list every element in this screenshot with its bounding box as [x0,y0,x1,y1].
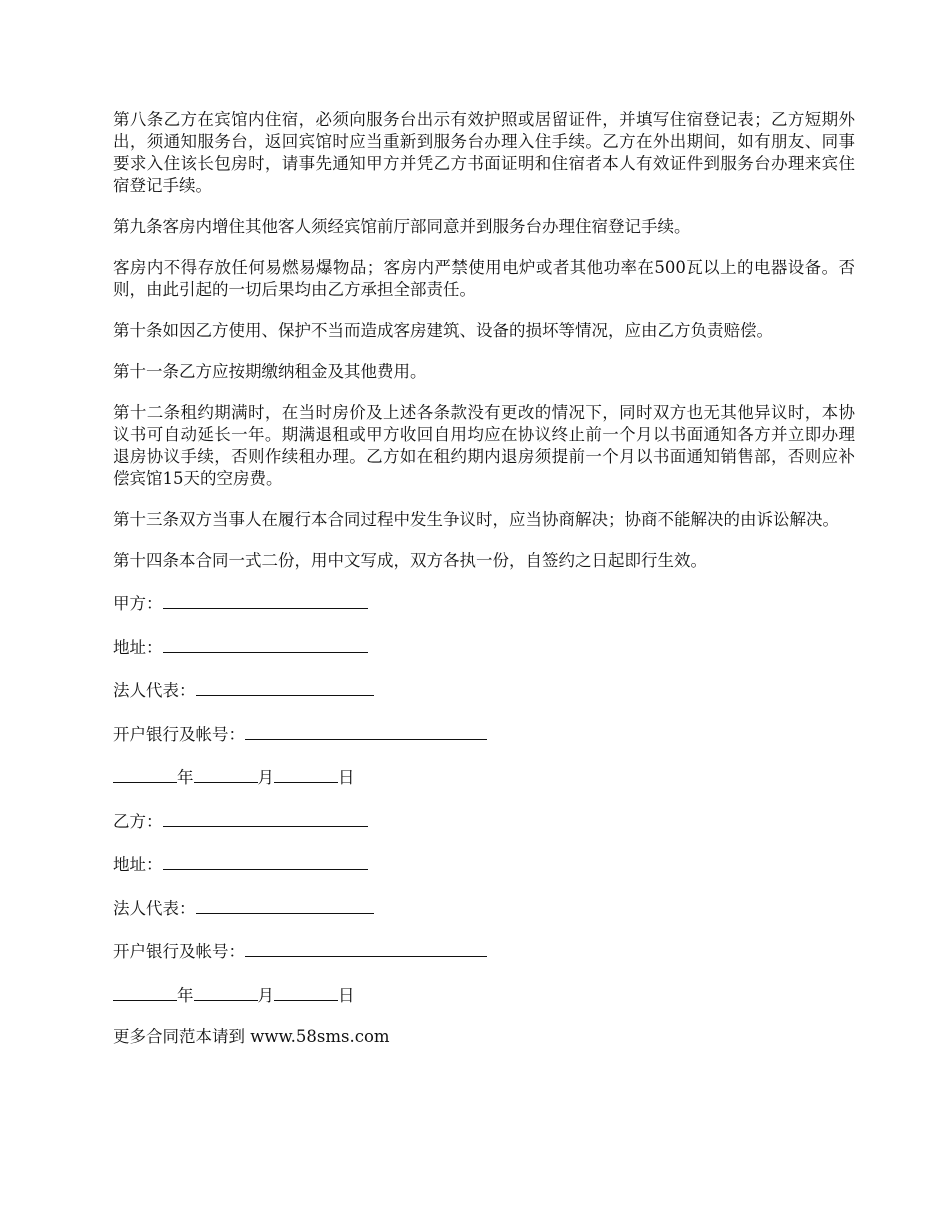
party-b-bank-label: 开户银行及帐号： [113,942,245,961]
party-b-address-field [113,852,855,876]
day-label: 日 [338,985,355,1005]
party-b-rep-blank[interactable] [196,896,374,914]
party-b-day-blank[interactable] [274,983,338,1001]
month-label: 月 [257,768,274,787]
clause-14: 第十四条本合同一式二份，用中文写成，双方各执一份，自签约之日起即行生效。 [113,551,707,570]
contract-page [113,109,855,1048]
party-a-year-blank[interactable] [113,765,177,783]
party-a-field [113,591,855,615]
party-b-bank-blank[interactable] [245,939,487,957]
party-b-rep-field [113,896,855,920]
party-b-address-label: 地址： [113,855,163,874]
clause-10: 第十条如因乙方使用、保护不当而造成客房建筑、设备的损坏等情况，应由乙方负责赔偿。 [113,321,773,340]
party-a-address-label: 地址： [113,637,163,657]
month-label: 月 [257,985,274,1005]
party-a-day-blank[interactable] [274,765,338,783]
year-label: 年 [177,985,194,1005]
party-b-date-field [113,983,855,1007]
party-a-rep-field [113,678,855,702]
clause-9-supplement: 客房内不得存放任何易燃易爆物品；客房内严禁使用电炉或者其他功率在500瓦以上的电器设备。否则，由此引起的一切后果均由乙方承担全部责任。 [113,258,855,299]
party-b-field [113,809,855,833]
party-b-month-blank[interactable] [194,983,258,1001]
party-a-address-field [113,635,855,659]
party-b-year-blank[interactable] [113,983,177,1001]
party-a-bank-blank[interactable] [245,722,487,740]
day-label: 日 [338,768,355,787]
clause-8: 第八条乙方在宾馆内住宿，必须向服务台出示有效护照或居留证件，并填写住宿登记表；乙方短期外出，须通知服务台，返回宾馆时应当重新到服务台办理入住手续。乙方在外出期间，如有朋友、同事要求入住该长包房时，请事先通知甲方并凭乙方书面证明和住宿者本人有效证件到服务台办理来宾住宿登记手续。 [113,110,855,195]
party-a-bank-label: 开户银行及帐号： [113,724,245,744]
party-a-rep-blank[interactable] [196,678,374,696]
party-a-address-blank[interactable] [163,635,368,653]
party-b-label: 乙方： [113,811,163,831]
party-a-blank[interactable] [163,591,368,609]
footer-link-text: 更多合同范本请到 www.58sms.com [113,1027,390,1046]
year-label: 年 [177,768,194,787]
party-b-blank[interactable] [163,809,368,827]
party-a-rep-label: 法人代表： [113,681,196,700]
party-b-rep-label: 法人代表： [113,898,196,918]
party-a-month-blank[interactable] [194,765,258,783]
party-a-label: 甲方： [113,594,163,613]
party-b-bank-field [113,939,855,963]
clause-9: 第九条客房内增住其他客人须经宾馆前厅部同意并到服务台办理住宿登记手续。 [113,217,691,236]
party-a-bank-field [113,722,855,746]
party-b-address-blank[interactable] [163,852,368,870]
clause-11: 第十一条乙方应按期缴纳租金及其他费用。 [113,362,427,381]
clause-12: 第十二条租约期满时，在当时房价及上述各条款没有更改的情况下，同时双方也无其他异议时，本协议书可自动延长一年。期满退租或甲方收回自用均应在协议终止前一个月以书面通知各方并立即办理退房协议手续，否则作续租办理。乙方如在租约期内退房须提前一个月以书面通知销售部，否则应补偿宾馆15天的空房费。 [113,403,855,488]
party-a-date-field [113,765,855,789]
clause-13: 第十三条双方当事人在履行本合同过程中发生争议时，应当协商解决；协商不能解决的由诉讼解决。 [113,510,839,529]
